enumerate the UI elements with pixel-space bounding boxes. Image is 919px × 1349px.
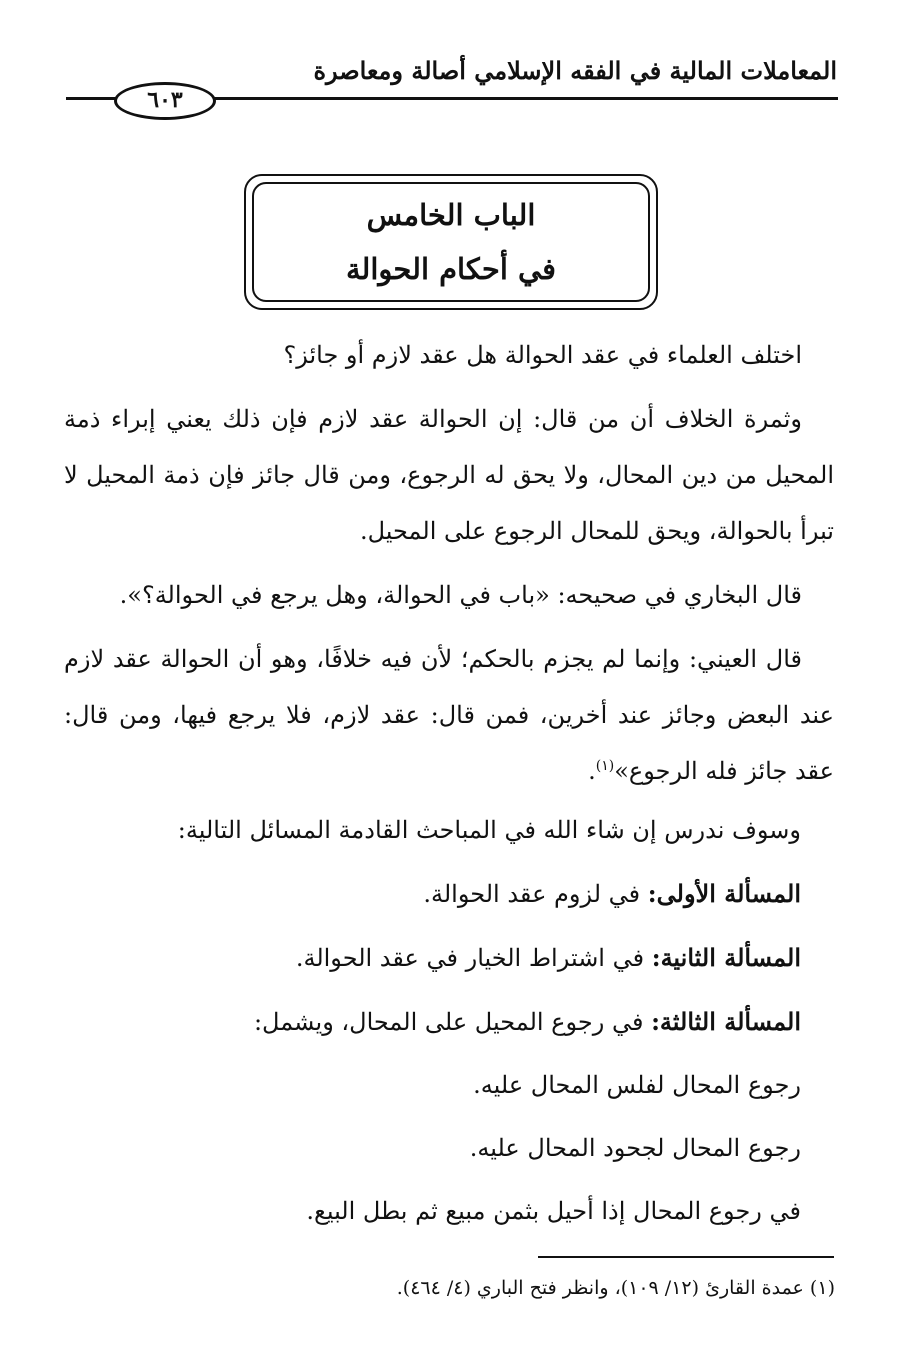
sub-item: في رجوع المحال إذا أحيل بثمن مبيع ثم بطل البيع. xyxy=(306,1197,801,1225)
footnote: (١) عمدة القارئ (١٢/ ١٠٩)، وانظر فتح الباري (٤/ ٤٦٤). xyxy=(396,1277,835,1299)
sub-item: رجوع المحال لجحود المحال عليه. xyxy=(469,1134,801,1162)
issues-intro: وسوف ندرس إن شاء الله في المباحث القادمة المسائل التالية: xyxy=(177,816,801,844)
paragraph-aini-text: قال العيني: وإنما لم يجزم بالحكم؛ لأن فيه خلافًا، وهو أن الحوالة عقد لازم عند البعض وجائز عند أخرين، فمن قال: عقد لازم، فلا يرجع فيها، ومن قال: عقد جائز فله الرجوع» xyxy=(64,645,834,785)
running-header-title: المعاملات المالية في الفقه الإسلامي أصالة ومعاصرة xyxy=(313,56,837,85)
chapter-title-inner-frame xyxy=(252,182,650,302)
paragraph-aini-end: . xyxy=(588,757,596,785)
page-number: ٦٠٣ xyxy=(114,82,216,120)
chapter-subject: في أحكام الحوالة xyxy=(345,252,557,286)
issue-text: في رجوع المحيل على المحال، ويشمل: xyxy=(253,1008,652,1036)
issue-item xyxy=(64,862,801,926)
paragraph-question: اختلف العلماء في عقد الحوالة هل عقد لازم أو جائز؟ xyxy=(283,341,802,369)
issue-label: المسألة الثالثة: xyxy=(651,1007,801,1036)
issue-item xyxy=(64,990,801,1054)
issue-text: في اشتراط الخيار في عقد الحوالة. xyxy=(295,944,652,972)
paragraph-consequence: وثمرة الخلاف أن من قال: إن الحوالة عقد لازم فإن ذلك يعني إبراء ذمة المحيل من دين المحال، ولا يحق له الرجوع، ومن قال جائز فإن ذمة المحيل لا تبرأ بالحوالة، ويحق للمحال الرجوع على المحيل. xyxy=(64,405,834,545)
issues-section xyxy=(64,799,801,1243)
chapter-heading: الباب الخامس xyxy=(366,198,536,232)
issue-item xyxy=(64,926,801,990)
footnote-reference: (١) xyxy=(595,758,615,774)
issue-text: في لزوم عقد الحوالة. xyxy=(423,880,648,908)
chapter-title-frame xyxy=(244,174,658,310)
sub-item: رجوع المحال لفلس المحال عليه. xyxy=(473,1071,801,1099)
issue-label: المسألة الأولى: xyxy=(647,879,801,908)
paragraph-aini xyxy=(64,631,834,799)
footnote-separator xyxy=(538,1256,834,1258)
issue-label: المسألة الثانية: xyxy=(651,943,801,972)
main-text xyxy=(64,327,834,799)
paragraph-bukhari: قال البخاري في صحيحه: «باب في الحوالة، وهل يرجع في الحوالة؟». xyxy=(119,581,802,609)
